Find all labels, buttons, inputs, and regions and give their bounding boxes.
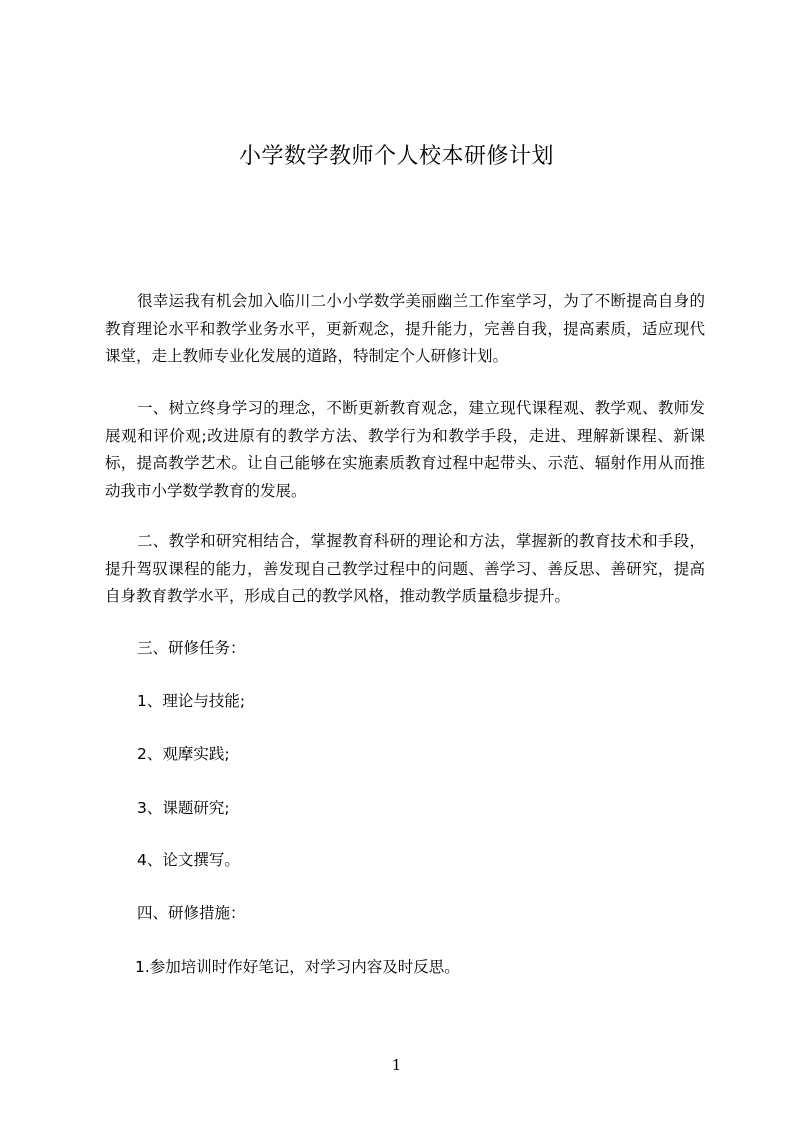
section-one-paragraph: 一、树立终身学习的理念，不断更新教育观念，建立现代课程观、教学观、教师发展观和评价观;改进原有的教学方法、教学行为和教学手段，走进、理解新课程、新课标，提高教学艺术。让自己能够在实施素质教育过程中起带头、示范、辐射作用从而推动我市小学数学教育的发展。	[105, 399, 705, 500]
document-title: 小学数学教师个人校本研修计划	[238, 144, 554, 169]
section-two-paragraph: 二、教学和研究相结合，掌握教育科研的理论和方法，掌握新的教育技术和手段，提升驾驭课程的能力，善发现自己教学过程中的问题、善学习、善反思、善研究，提高自身教育教学水平，形成自己的教学风格，推动教学质量稳步提升。	[105, 532, 705, 605]
task-item: 1、理论与技能;	[137, 692, 246, 710]
intro-paragraph: 很幸运我有机会加入临川二小小学数学美丽幽兰工作室学习，为了不断提高自身的教育理论水平和教学业务水平，更新观念，提升能力，完善自我，提高素质，适应现代课堂，走上教师专业化发展的道路，特制定个人研修计划。	[105, 292, 705, 365]
task-item: 4、论文撰写。	[137, 851, 240, 869]
task-item: 3、课题研究;	[137, 799, 230, 817]
task-item: 2、观摩实践;	[137, 745, 230, 763]
page-number: 1	[391, 1056, 402, 1074]
measure-item: 1.参加培训时作好笔记，对学习内容及时反思。	[135, 958, 460, 976]
section-tasks-heading: 三、研修任务：	[137, 639, 246, 657]
section-measures-heading: 四、研修措施：	[137, 904, 246, 922]
